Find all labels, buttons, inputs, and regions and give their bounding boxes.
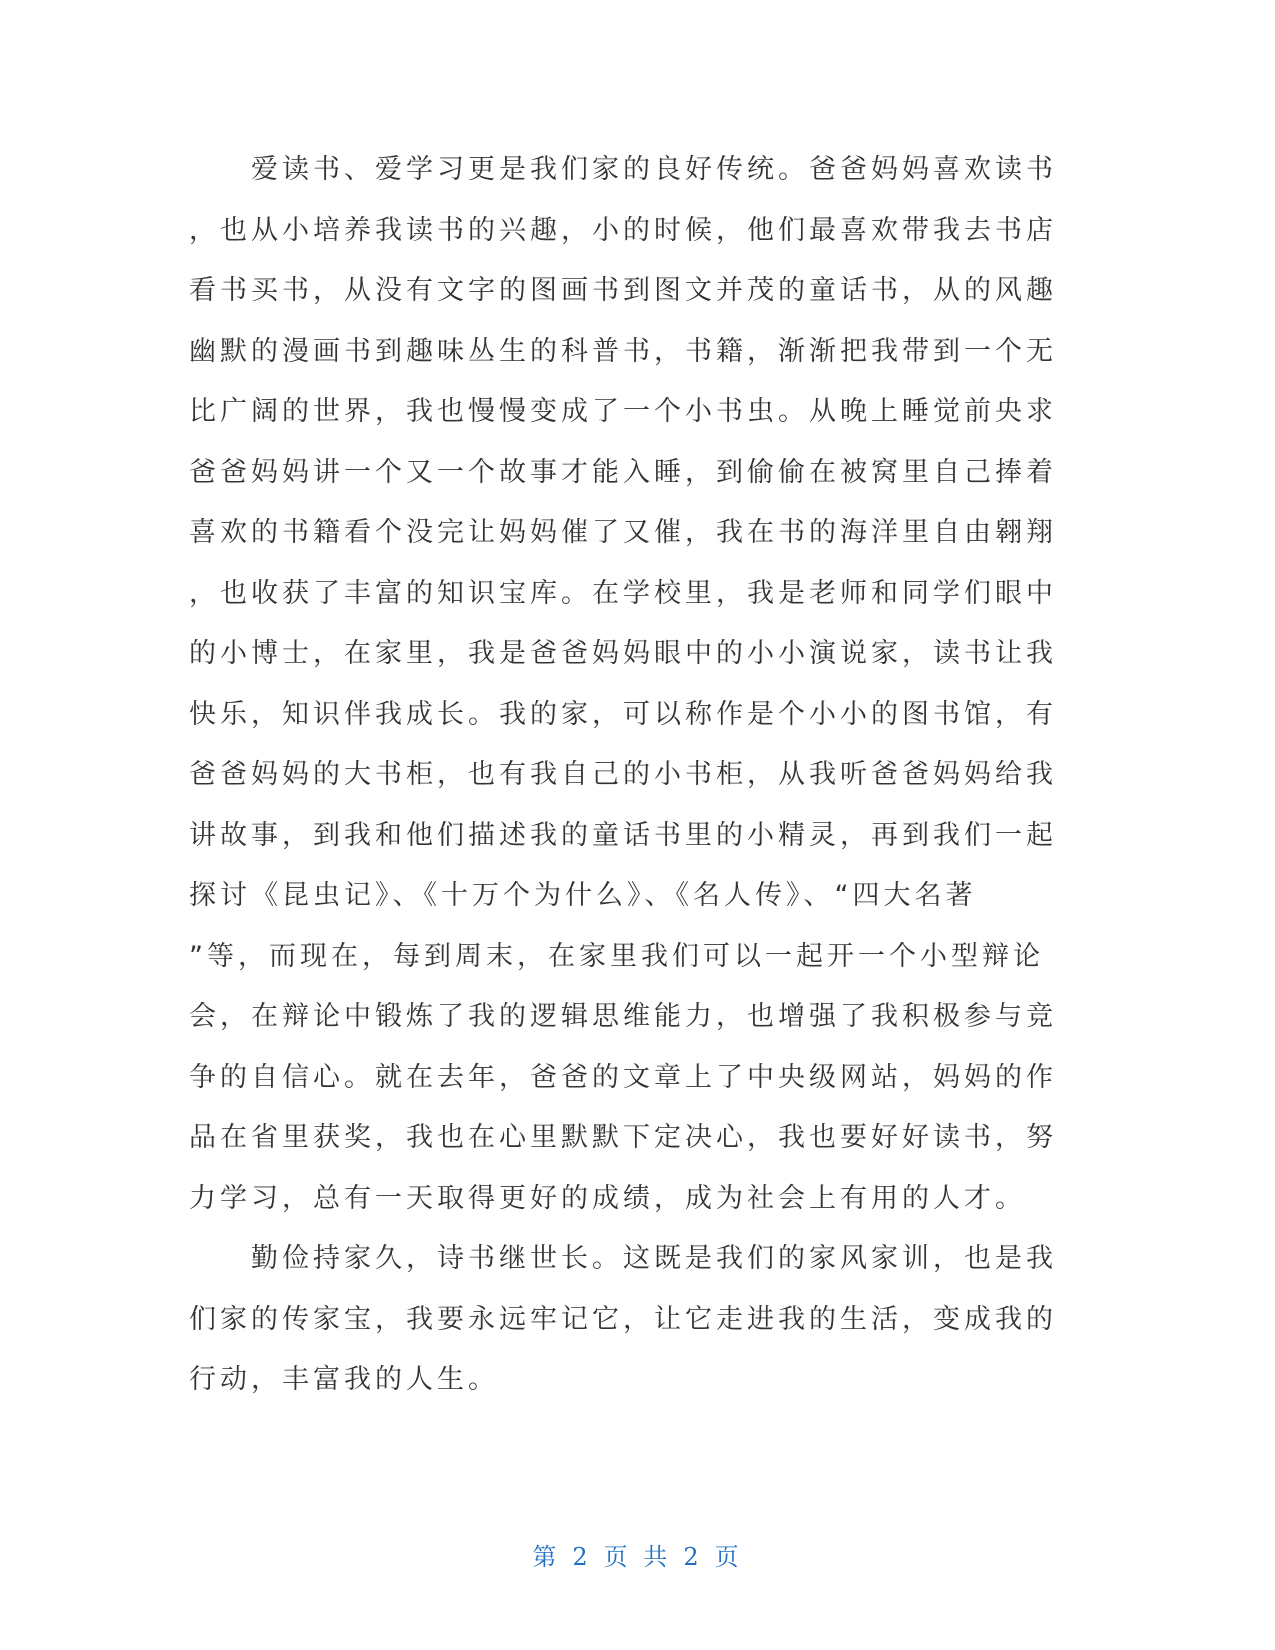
paragraph-1-line-14: ”等，而现在，每到周末，在家里我们可以一起开一个小型辩论 [189,940,1044,972]
paragraph-1-line-7: 喜欢的书籍看个没完让妈妈催了又催，我在书的海洋里自由翱翔 [189,517,1057,548]
page-footer [0,1537,1275,1572]
paragraph-1-line-5: 比广阔的世界，我也慢慢变成了一个小书虫。从晚上睡觉前央求 [189,396,1057,427]
paragraph-1-line-6: 爸爸妈妈讲一个又一个故事才能入睡，到偷偷在被窝里自己捧着 [189,456,1057,488]
document-body [189,140,1057,1411]
paragraph-2-line-2: 们家的传家宝，我要永远牢记它，让它走进我的生活，变成我的 [189,1303,1057,1335]
current-page-number: 2 [572,1543,592,1571]
paragraph-1-line-1: 爱读书、爱学习更是我们家的良好传统。爸爸妈妈喜欢读书 [251,154,1057,185]
page-label-prefix: 第 [532,1543,561,1571]
paragraph-1-line-10: 快乐，知识伴我成长。我的家，可以称作是个小小的图书馆，有 [189,698,1057,730]
paragraph-1-line-13: 探讨《昆虫记》、《十万个为什么》、《名人传》、“四大名著 [189,880,977,911]
paragraph-1-line-2: ，也从小培养我读书的兴趣，小的时候，他们最喜欢带我去书店 [189,214,1057,246]
paragraph-1-line-17: 品在省里获奖，我也在心里默默下定决心，我也要好好读书，努 [189,1122,1057,1153]
paragraph-2-line-3: 行动，丰富我的人生。 [189,1364,499,1395]
paragraph-1-line-4: 幽默的漫画书到趣味丛生的科普书，书籍，渐渐把我带到一个无 [189,335,1057,367]
total-pages-number: 2 [683,1543,703,1571]
paragraph-1-line-9: 的小博士，在家里，我是爸爸妈妈眼中的小小演说家，读书让我 [189,638,1057,669]
paragraph-1-line-15: 会，在辩论中锻炼了我的逻辑思维能力，也增强了我积极参与竞 [189,1001,1057,1032]
paragraph-1-line-16: 争的自信心。就在去年，爸爸的文章上了中央级网站，妈妈的作 [189,1061,1057,1093]
paragraph-1-line-3: 看书买书，从没有文字的图画书到图文并茂的童话书，从的风趣 [189,275,1057,306]
page-label-suffix: 页 [714,1543,743,1571]
paragraph-1-line-11: 爸爸妈妈的大书柜，也有我自己的小书柜，从我听爸爸妈妈给我 [189,759,1057,790]
paragraph-1-line-18: 力学习，总有一天取得更好的成绩，成为社会上有用的人才。 [189,1182,1026,1214]
paragraph-1-line-8: ，也收获了丰富的知识宝库。在学校里，我是老师和同学们眼中 [189,577,1057,609]
page-label-mid: 页 共 [603,1543,672,1571]
paragraph-2-line-1: 勤俭持家久，诗书继世长。这既是我们的家风家训，也是我 [251,1243,1057,1274]
paragraph-1-line-12: 讲故事，到我和他们描述我的童话书里的小精灵，再到我们一起 [189,819,1057,851]
